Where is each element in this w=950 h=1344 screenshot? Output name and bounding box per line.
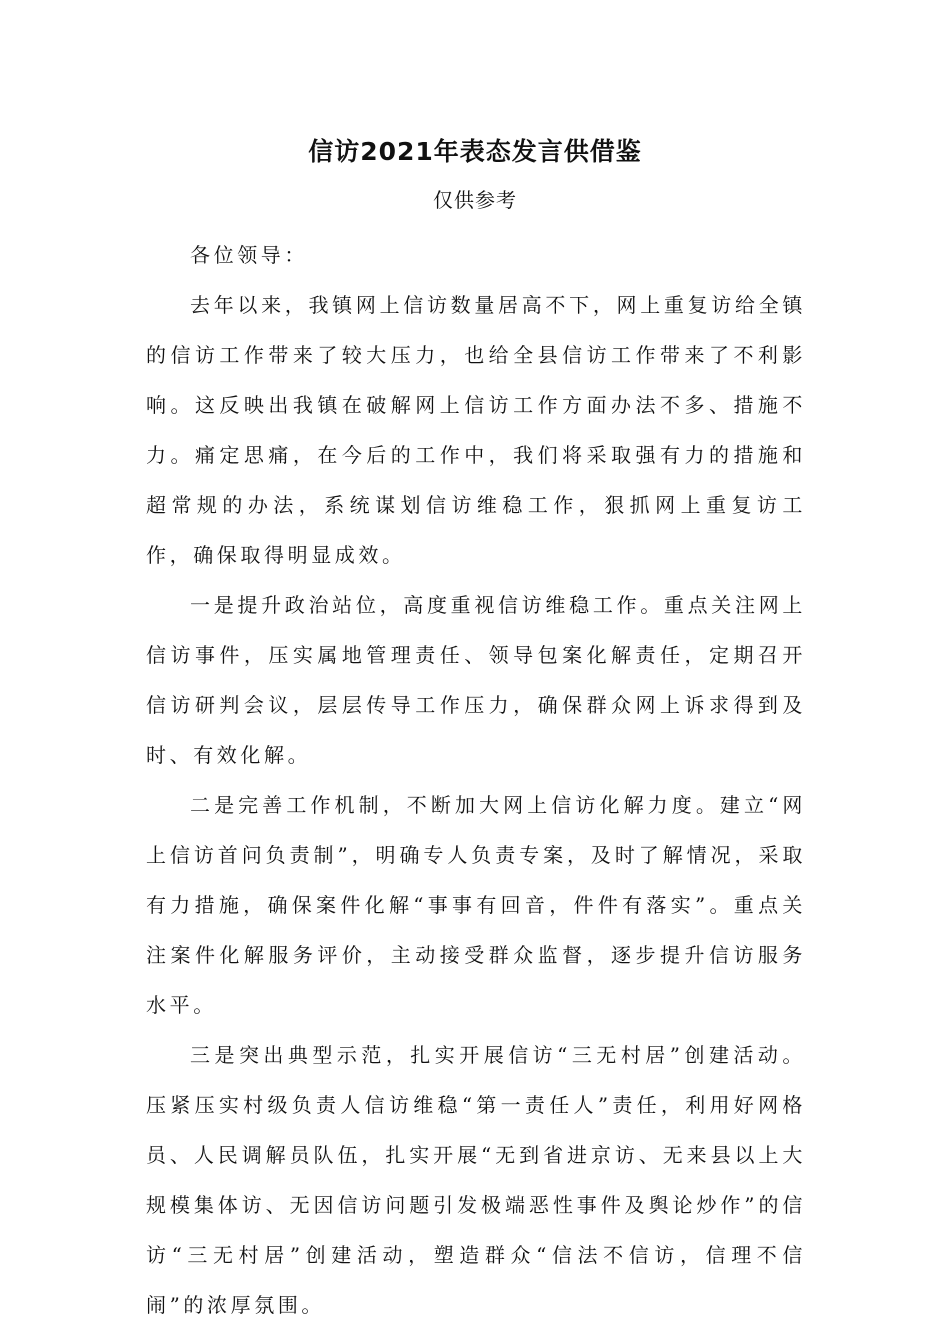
salutation: 各位领导： — [190, 243, 308, 267]
document-body — [146, 230, 806, 1330]
paragraph-point-2: 二是完善工作机制，不断加大网上信访化解力度。建立“网上信访首问负责制”，明确专人负责专案，及时了解情况，采取有力措施，确保案件化解“事事有回音，件件有落实”。重点关注案件化解服务评价，主动接受群众监督，逐步提升信访服务水平。 — [146, 793, 806, 1017]
paragraph-point-3: 三是突出典型示范，扎实开展信访“三无村居”创建活动。压紧压实村级负责人信访维稳“第一责任人”责任，利用好网格员、人民调解员队伍，扎实开展“无到省进京访、无来县以上大规模集体访、无因信访问题引发极端恶性事件及舆论炒作”的信访“三无村居”创建活动，塑造群众“信法不信访，信理不信闹”的浓厚氛围。 — [146, 1043, 806, 1317]
document-title: 信访2021年表态发言供借鉴 — [308, 137, 642, 166]
paragraph-intro: 去年以来，我镇网上信访数量居高不下，网上重复访给全镇的信访工作带来了较大压力，也给全县信访工作带来了不利影响。这反映出我镇在破解网上信访工作方面办法不多、措施不力。痛定思痛，在今后的工作中，我们将采取强有力的措施和超常规的办法，系统谋划信访维稳工作，狠抓网上重复访工作，确保取得明显成效。 — [146, 293, 806, 567]
document-subtitle: 仅供参考 — [433, 188, 517, 212]
paragraph-point-1: 一是提升政治站位，高度重视信访维稳工作。重点关注网上信访事件，压实属地管理责任、领导包案化解责任，定期召开信访研判会议，层层传导工作压力，确保群众网上诉求得到及时、有效化解。 — [146, 593, 806, 767]
